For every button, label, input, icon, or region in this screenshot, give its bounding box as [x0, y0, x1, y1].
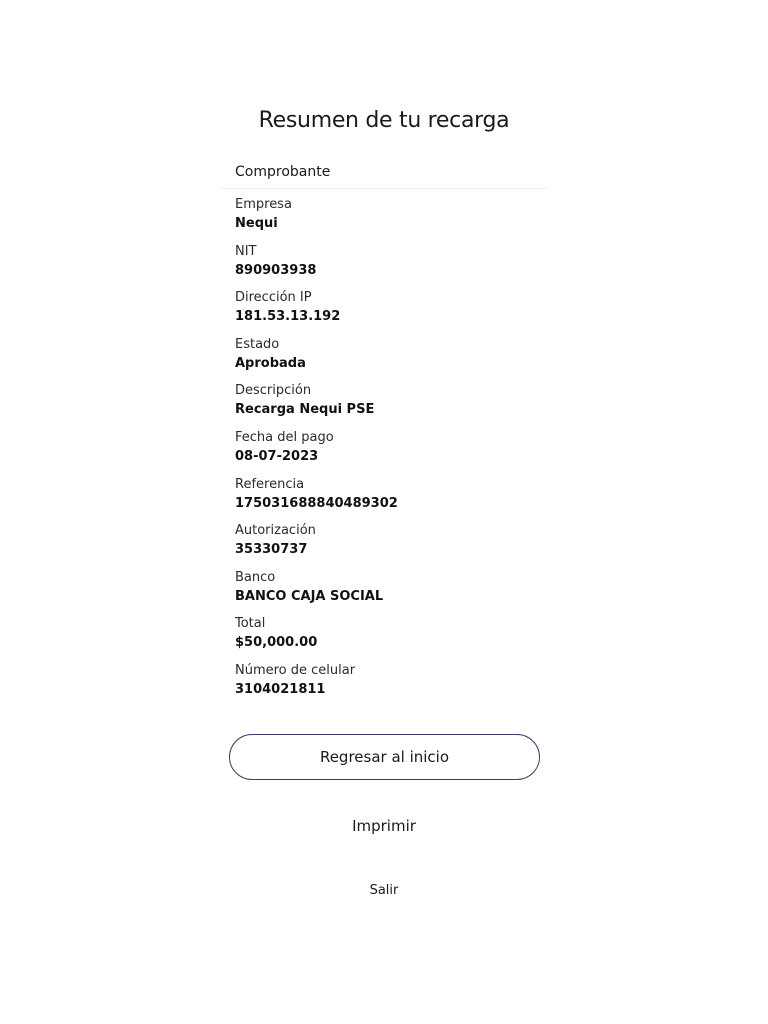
- detail-value: $50,000.00: [235, 635, 318, 651]
- detail-label: Autorización: [235, 523, 316, 539]
- detail-value: 181.53.13.192: [235, 309, 341, 325]
- detail-row-fecha-del-pago: [235, 429, 555, 476]
- detail-label: Fecha del pago: [235, 429, 334, 445]
- detail-label: Estado: [235, 336, 280, 352]
- detail-value: 08-07-2023: [235, 448, 319, 464]
- detail-value: 890903938: [235, 262, 317, 278]
- page-title: Resumen de tu recarga: [258, 108, 510, 133]
- detail-row-nit: [235, 243, 555, 290]
- detail-row-total: [235, 615, 555, 662]
- section-title: Comprobante: [235, 164, 331, 180]
- detail-row-numero-de-celular: [235, 662, 555, 709]
- detail-row-direccion-ip: [235, 289, 555, 336]
- detail-label: Dirección IP: [235, 290, 312, 306]
- section-header-comprobante: [220, 160, 548, 189]
- receipt-details: [235, 196, 555, 709]
- detail-label: Descripción: [235, 383, 312, 399]
- detail-row-estado: [235, 336, 555, 383]
- detail-label: Referencia: [235, 476, 305, 492]
- detail-row-autorizacion: [235, 522, 555, 569]
- detail-value: 35330737: [235, 542, 308, 558]
- exit-button[interactable]: Salir: [0, 881, 768, 901]
- back-to-home-button[interactable]: Regresar al inicio: [229, 734, 540, 780]
- detail-label: Total: [235, 616, 266, 632]
- detail-value: BANCO CAJA SOCIAL: [235, 588, 384, 604]
- detail-label: Número de celular: [235, 662, 356, 678]
- detail-value: Nequi: [235, 216, 278, 231]
- detail-value: 175031688840489302: [235, 495, 398, 511]
- detail-row-descripcion: [235, 382, 555, 429]
- detail-label: Empresa: [235, 197, 292, 212]
- detail-value: Aprobada: [235, 355, 306, 371]
- detail-row-banco: [235, 569, 555, 616]
- detail-row-empresa: [235, 196, 555, 243]
- detail-label: NIT: [235, 243, 257, 259]
- detail-row-referencia: [235, 476, 555, 523]
- detail-value: Recarga Nequi PSE: [235, 402, 375, 418]
- print-button[interactable]: Imprimir: [0, 815, 768, 837]
- detail-label: Banco: [235, 569, 276, 585]
- detail-value: 3104021811: [235, 681, 326, 697]
